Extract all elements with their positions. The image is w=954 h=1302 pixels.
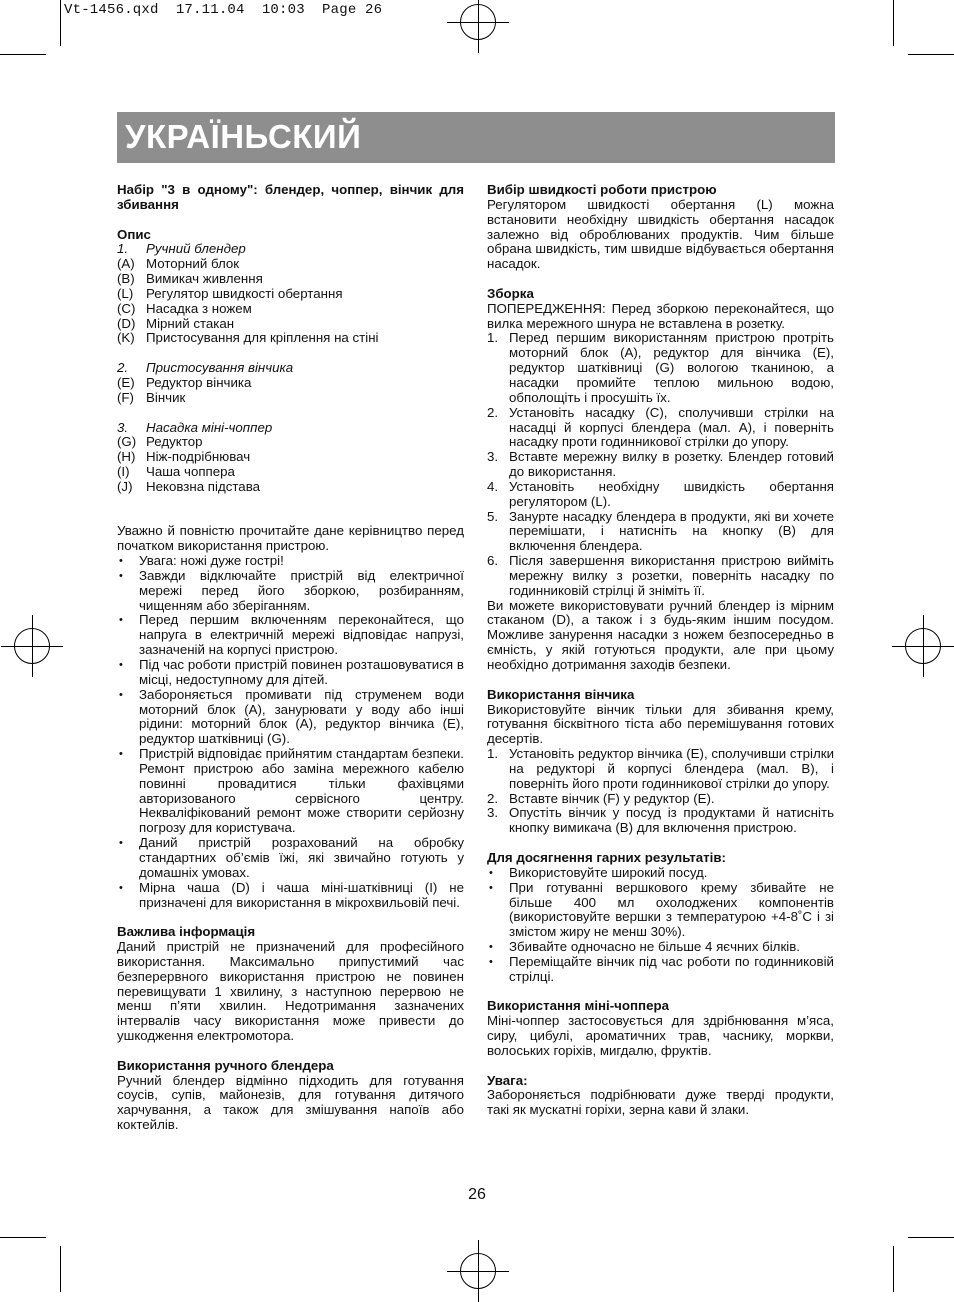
- chopper-paragraph: Міні-чоппер застосовується для здрібнювання м’яса, сиру, цибулі, ароматичних трав, часнику, моркви, волоських горіхів, мигдалю, фруктів.: [487, 1013, 834, 1058]
- safety-bullet: • Під час роботи пристрій повинен розташовуватися в місці, недоступному для дітей.: [117, 658, 464, 688]
- important-heading: Важлива інформація: [117, 924, 256, 940]
- part-item: (A) Моторний блок: [117, 256, 240, 272]
- crop-mark: [60, 0, 61, 46]
- safety-bullet: • Забороняється промивати під струменем води моторний блок (A), занурювати у воду або інші рідини: моторний блок (A), редуктор вінчика (E), редуктор шатківниці (G).: [117, 688, 464, 747]
- hand-blender-usage-paragraph: Ручний блендер відмінно підходить для готування соусів, супів, майонезів, для готування дитячого харчування, а також для змішування напоїв або коктейлів.: [117, 1072, 464, 1133]
- results-bullet: • Переміщайте вінчик під час роботи по годинниковій стрілці.: [487, 955, 834, 985]
- part-item: (E) Редуктор вінчика: [117, 374, 252, 390]
- crop-mark: [908, 54, 954, 55]
- language-banner: [117, 112, 835, 163]
- product-title: Набір "3 в одному": блендер, чоппер, вінчик для збивання: [117, 182, 464, 212]
- safety-bullet: • Увага: ножі дуже гострі!: [117, 554, 464, 569]
- results-bullet: • Збивайте одночасно не більше 4 яєчних білків.: [487, 940, 834, 955]
- speed-paragraph: Регулятором швидкості обертання (L) можна встановити необхідну швидкість обертання насадок залежно від оброблюваних продуктів. Чим більше обрана швидкість, тим швидше відбувається обертання насадок.: [487, 196, 834, 272]
- part-item: (F) Вінчик: [117, 389, 186, 405]
- whisk-step: 1. Установіть редуктор вінчика (E), сполучивши стрілки на редукторі й корпусі блендера (мал. B), і поверніть його проти годинникової стрілки до упору.: [487, 746, 834, 791]
- part-item: (G) Редуктор: [117, 434, 203, 450]
- assembly-step: 1. Перед першим використанням пристрою протріть моторний блок (A), редуктор для вінчика (E), редуктор шатківниці (G) вологою тканиною, а насадки промийте теплою мильною водою, обполощіть і просушіть їх.: [487, 330, 834, 405]
- description-heading: Опис: [117, 226, 151, 242]
- crop-mark: [60, 1246, 61, 1292]
- registration-mark-icon: [14, 628, 50, 664]
- whisk-paragraph: Використовуйте вінчик тільки для збивання крему, готування бісквітного тіста або перемішування готових десертів.: [487, 701, 834, 747]
- safety-bullet: • Перед першим включенням переконайтеся, що напруга в електричній мережі відповідає напрузі, зазначеній на корпусі пристрою.: [117, 613, 464, 658]
- safety-bullet: • Даний пристрій розрахований на обробку стандартних об’ємів їжі, які звичайно готують у домашніх умовах.: [117, 836, 464, 881]
- file-slug: Vt-1456.qxd 17.11.04 10:03 Page 26: [64, 2, 383, 18]
- group-heading: 3. Насадка міні-чоппер: [117, 419, 273, 435]
- assembly-step: 6. Після завершення використання пристрою вийміть мережну вилку з розетки, поверніть насадку по годинниковій стрілці й зніміть її.: [487, 553, 834, 598]
- whisk-heading: Використання вінчика: [487, 686, 635, 702]
- part-item: (H) Ніж-подрібнювач: [117, 449, 251, 465]
- part-item: (I) Чаша чоппера: [117, 464, 235, 480]
- banner-title: УКРАЇНЬСКИЙ: [125, 118, 362, 155]
- whisk-step: 2. Вставте вінчик (F) у редуктор (E).: [487, 790, 715, 806]
- group-heading: 1. Ручний блендер: [117, 241, 246, 257]
- assembly-step: 4. Установіть необхідну швидкість обертання регулятором (L).: [487, 478, 834, 509]
- crop-mark: [908, 1237, 954, 1238]
- part-item: (C) Насадка з ножем: [117, 300, 252, 316]
- assembly-step: 2. Установіть насадку (C), сполучивши стрілки на насадці й корпусі блендера (мал. A), і поверніть насадку проти годинникової стрілки до упору.: [487, 404, 834, 450]
- part-item: (D) Мірний стакан: [117, 315, 235, 331]
- part-item: (K) Пристосування для кріплення на стіні: [117, 330, 379, 346]
- safety-bullet: • Мірна чаша (D) і чаша міні-шатківниці (I) не призначені для використання в мікрохвильовій печі.: [117, 881, 464, 911]
- part-item: (J) Нековзна підстава: [117, 478, 261, 494]
- chopper-heading: Використання міні-чоппера: [487, 998, 669, 1014]
- crop-mark: [893, 1246, 894, 1292]
- crop-mark: [893, 0, 894, 46]
- part-item: (L) Регулятор швидкості обертання: [117, 285, 343, 301]
- right-column: [487, 183, 834, 1118]
- part-item: (B) Вимикач живлення: [117, 271, 263, 287]
- registration-mark-icon: [460, 1253, 496, 1289]
- safety-bullet: • Пристрій відповідає прийнятим стандартам безпеки. Ремонт пристрою або заміна мережного кабелю повинні провадитися тільки фахівцями авторизованого сервісного центру. Некваліфікований ремонт може створити серйозну погрозу для користувача.: [117, 747, 464, 836]
- warning-heading: Увага:: [487, 1072, 528, 1088]
- speed-heading: Вибір швидкості роботи пристрою: [487, 182, 717, 197]
- hand-blender-usage-heading: Використання ручного блендера: [117, 1057, 334, 1073]
- assembly-heading: Зборка: [487, 285, 534, 301]
- registration-mark-icon: [905, 628, 941, 664]
- crop-mark: [0, 1237, 46, 1238]
- page-number: 26: [468, 1186, 486, 1203]
- results-bullet: • При готуванні вершкового крему збивайте не більше 400 мл охолоджених компонентів (використовуйте вершки з температурою +4-8˚С і зі змістом жиру не менш 30%).: [487, 881, 834, 940]
- registration-mark-icon: [460, 4, 496, 40]
- warning-paragraph: Забороняється подрібнювати дуже тверді продукти, такі як мускатні горіхи, зерна кави й злаки.: [487, 1087, 834, 1118]
- left-column: [117, 183, 464, 1133]
- important-paragraph: Даний пристрій не призначений для професійного використання. Максимально припустимий час безперервного використання пристрою не повинен перевищувати 1 хвилину, з наступною перервою не менш п’яти хвилин. Недотримання зазначених інтервалів часу використання може привести до ушкодження електромотора.: [117, 939, 464, 1044]
- group-heading: 2. Пристосування вінчика: [117, 360, 294, 376]
- crop-mark: [0, 54, 46, 55]
- whisk-step: 3. Опустіть вінчик у посуд із продуктами й натисніть кнопку вимикача (B) для включення пристрою.: [487, 805, 834, 836]
- assembly-warning: ПОПЕРЕДЖЕННЯ: Перед зборкою переконайтеся, що вилка мережного шнура не вставлена в розетку.: [487, 300, 834, 331]
- results-bullet: • Використовуйте широкий посуд.: [487, 866, 834, 881]
- safety-bullet: • Завжди відключайте пристрій від електричної мережі перед його зборкою, розбиранням, чищенням або зберіганням.: [117, 569, 464, 614]
- assembly-step: 5. Занурте насадку блендера в продукти, які ви хочете перемішати, і натисніть на кнопку (B) для включення блендера.: [487, 508, 834, 554]
- assembly-step: 3. Вставте мережну вилку в розетку. Блендер готовий до використання.: [487, 449, 834, 480]
- results-heading: Для досягнення гарних результатів:: [487, 849, 726, 865]
- assembly-after-paragraph: Ви можете використовувати ручний блендер із мірним стаканом (D), а також і з будь-яким іншим посудом. Можливе занурення насадки з ножем безпосередньо в ємність, у якій готуються продукти, але при цьому необхідно дотримання заходів безпеки.: [487, 597, 834, 672]
- intro-paragraph: Уважно й повністю прочитайте дане керівництво перед початком використання пристрою.: [117, 523, 464, 554]
